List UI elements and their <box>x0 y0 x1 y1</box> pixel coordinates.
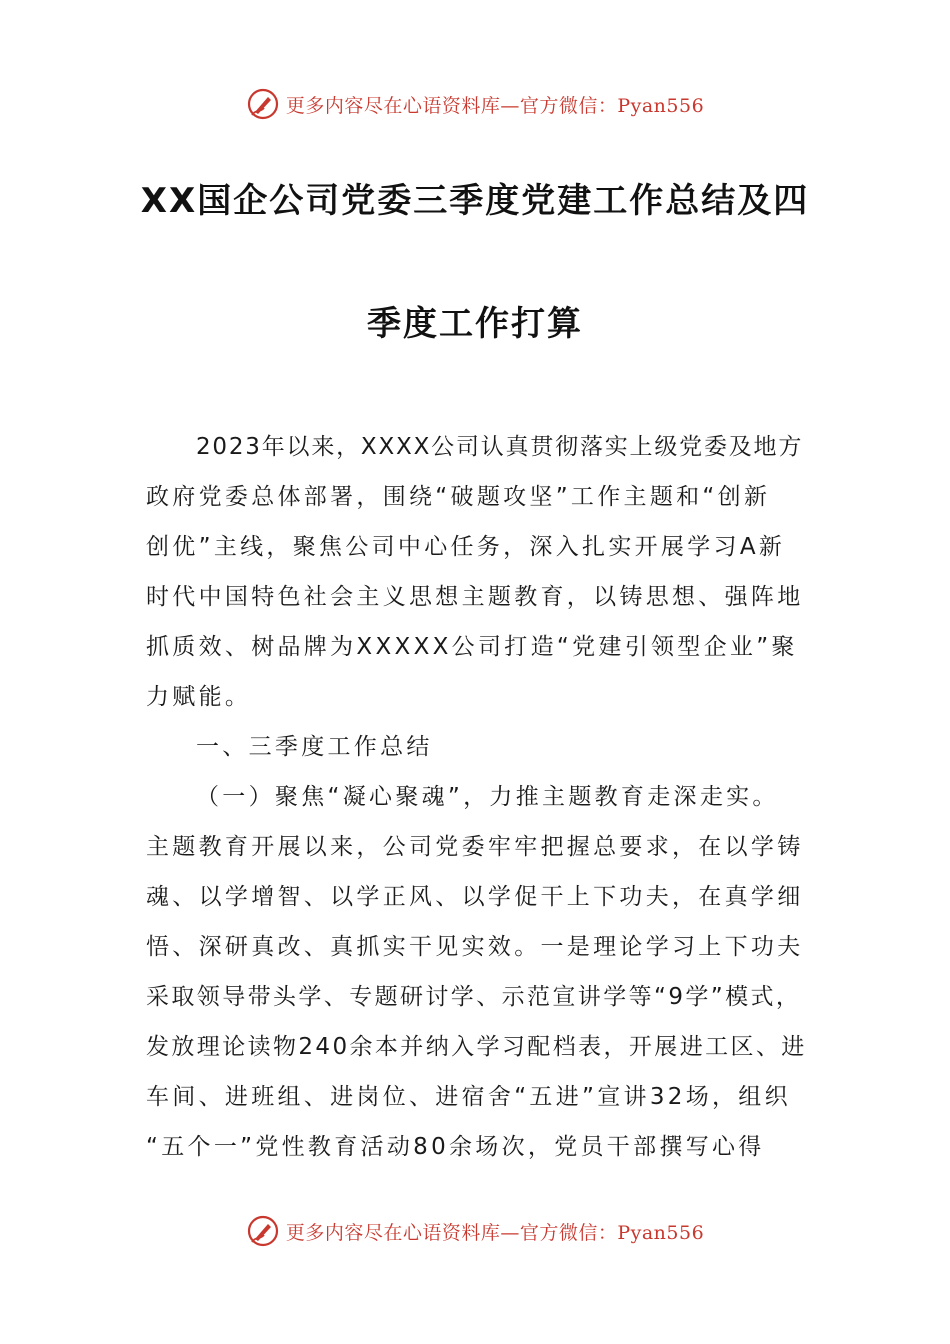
watermark-text: 更多内容尽在心语资料库—官方微信：Pyan556 <box>285 1221 705 1244</box>
paragraph-line: 2023年以来，XXXX公司认真贯彻落实上级党委及地方 <box>196 434 804 460</box>
paragraph-line: 采取领导带头学、专题研讨学、示范宣讲学等“9学”模式， <box>146 984 802 1010</box>
watermark-banner-bottom <box>0 1211 950 1251</box>
pen-logo-icon <box>246 87 280 121</box>
paragraph-line: 抓质效、树品牌为XXXXX公司打造“党建引领型企业”聚 <box>146 634 798 660</box>
paragraph-line: 时代中国特色社会主义思想主题教育，以铸思想、强阵地 <box>146 584 804 610</box>
document-title-line-2: 季度工作打算 <box>367 304 583 344</box>
paragraph-line: 车间、进班组、进岗位、进宿舍“五进”宣讲32场，组织 <box>146 1084 791 1110</box>
subsection-heading: （一）聚焦“凝心聚魂”，力推主题教育走深走实。 <box>196 784 779 810</box>
paragraph-line: 魂、以学增智、以学正风、以学促干上下功夫，在真学细 <box>146 884 804 910</box>
paragraph-line: 主题教育开展以来，公司党委牢牢把握总要求，在以学铸 <box>146 834 804 860</box>
paragraph-line: 发放理论读物240余本并纳入学习配档表，开展进工区、进 <box>146 1034 807 1060</box>
paragraph-line: 创优”主线，聚焦公司中心任务，深入扎实开展学习A新 <box>146 534 786 560</box>
section-heading: 一、三季度工作总结 <box>196 734 433 760</box>
paragraph-line: “五个一”党性教育活动80余场次，党员干部撰写心得 <box>146 1134 765 1160</box>
paragraph-line: 力赋能。 <box>146 684 252 710</box>
pen-logo-icon <box>246 1214 280 1248</box>
watermark-text: 更多内容尽在心语资料库—官方微信：Pyan556 <box>285 94 705 117</box>
watermark-banner-top <box>0 84 950 124</box>
paragraph-line: 悟、深研真改、真抓实干见实效。一是理论学习上下功夫 <box>146 934 804 960</box>
document-title-line-1: XX国企公司党委三季度党建工作总结及四 <box>140 181 810 221</box>
paragraph-line: 政府党委总体部署，围绕“破题攻坚”工作主题和“创新 <box>146 484 771 510</box>
